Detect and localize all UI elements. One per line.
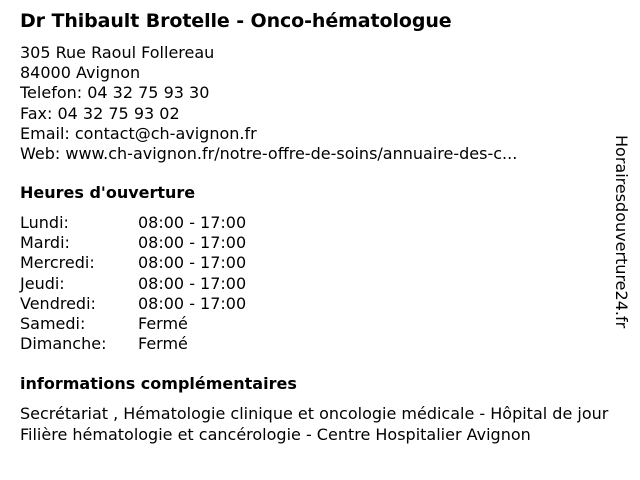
hours-day: Vendredi:: [20, 293, 96, 313]
address-line-1: 305 Rue Raoul Follereau: [20, 43, 215, 62]
fax: Fax: 04 32 75 93 02: [20, 103, 180, 123]
info-text: Secrétariat , Hématologie clinique et oncologie médicale - Hôpital de jour Filière hématologie et cancérologie - Centre Hospitalier Avignon: [20, 404, 609, 444]
hours-row: [20, 294, 320, 314]
hours-time: 08:00 - 17:00: [138, 253, 247, 273]
hours-day: Samedi:: [20, 313, 86, 333]
hours-time: 08:00 - 17:00: [138, 293, 247, 313]
hours-row: [20, 253, 320, 273]
address-line-2: 84000 Avignon: [20, 63, 141, 83]
hours-day: Mercredi:: [20, 253, 95, 273]
site-watermark: Horairesdouverture24.fr: [612, 135, 631, 329]
hours-heading: Heures d'ouverture: [20, 183, 196, 202]
hours-row: [20, 314, 320, 334]
contact-block: [20, 43, 517, 164]
hours-time: 08:00 - 17:00: [138, 273, 247, 293]
hours-day: Mardi:: [20, 233, 70, 253]
hours-time: Fermé: [138, 313, 188, 333]
page-title: Dr Thibault Brotelle - Onco-hématologue: [20, 10, 452, 32]
hours-day: Jeudi:: [20, 273, 65, 293]
email: Email: contact@ch-avignon.fr: [20, 123, 257, 143]
hours-row: [20, 274, 320, 294]
hours-row: [20, 334, 320, 354]
hours-time: 08:00 - 17:00: [138, 213, 247, 232]
hours-row: [20, 233, 320, 253]
info-heading: informations complémentaires: [20, 374, 297, 393]
hours-row: [20, 213, 320, 233]
hours-time: 08:00 - 17:00: [138, 233, 247, 253]
phone: Telefon: 04 32 75 93 30: [20, 83, 210, 103]
hours-time: Fermé: [138, 334, 188, 354]
hours-day: Dimanche:: [20, 334, 107, 354]
hours-table: [20, 213, 320, 354]
website: Web: www.ch-avignon.fr/notre-offre-de-soins/annuaire-des-c...: [20, 144, 518, 164]
hours-day: Lundi:: [20, 213, 69, 232]
